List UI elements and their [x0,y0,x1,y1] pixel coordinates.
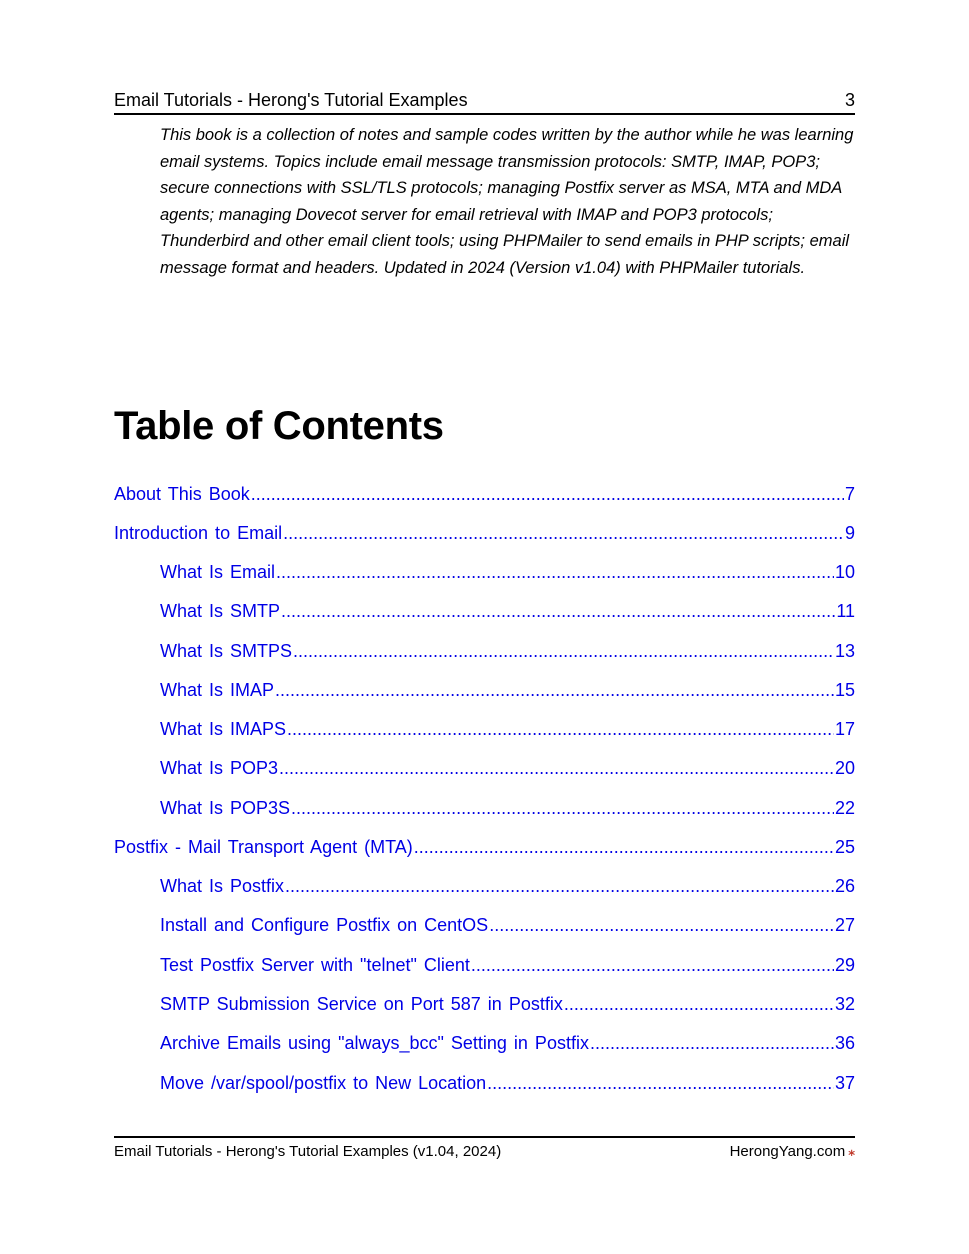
toc-entry-label: About This Book [114,484,250,504]
toc-entry-what-is-imaps[interactable] [160,719,855,740]
toc-entry-label: What Is IMAPS [160,719,287,739]
toc-leader [285,876,834,897]
toc-entry-label: What Is Email [160,562,276,582]
footer-site [730,1143,855,1160]
toc-entry-page: 27 [834,915,855,935]
toc-entry-page: 7 [844,484,855,504]
toc-entry-what-is-postfix[interactable] [160,876,855,897]
toc-leader [287,719,834,740]
toc-entry-page: 29 [834,955,855,975]
toc-entry-label: Move /var/spool/postfix to New Location [160,1073,487,1093]
toc-entry-page: 36 [834,1033,855,1053]
toc-entry-page: 11 [836,601,855,621]
page-footer [114,1136,855,1168]
toc-entry-what-is-email[interactable] [160,562,855,583]
toc-leader [487,1073,834,1094]
toc-entry-introduction-to-email[interactable] [114,523,855,544]
toc-entry-test-postfix-telnet[interactable] [160,955,855,976]
toc-leader [590,1033,834,1054]
toc-entry-page: 20 [834,758,855,778]
toc-entry-what-is-smtps[interactable] [160,641,855,662]
toc-entry-page: 9 [844,523,855,543]
toc-entry-page: 10 [834,562,855,582]
header-title: Email Tutorials - Herong's Tutorial Examples [114,90,468,110]
footer-title: Email Tutorials - Herong's Tutorial Examples (v1.04, 2024) [114,1143,502,1160]
toc-leader [283,523,844,544]
page-header [114,89,855,115]
toc-entry-label: Introduction to Email [114,523,283,543]
toc-entry-page: 37 [834,1073,855,1093]
toc-entry-move-var-spool-postfix[interactable] [160,1073,855,1094]
toc-leader [291,798,834,819]
toc-entry-page: 13 [834,641,855,661]
toc-leader [275,680,834,701]
toc-entry-label: What Is SMTPS [160,641,293,661]
toc-leader [251,484,844,505]
toc-leader [564,994,834,1015]
toc-entry-what-is-pop3s[interactable] [160,798,855,819]
toc-leader [489,915,834,936]
toc-leader [279,758,834,779]
toc-entry-label: Install and Configure Postfix on CentOS [160,915,489,935]
toc-entry-page: 26 [834,876,855,896]
toc-entry-label: Postfix - Mail Transport Agent (MTA) [114,837,413,857]
herong-logo-icon: ⁎ [848,1144,855,1159]
toc-entry-label: What Is SMTP [160,601,281,621]
toc-leader [276,562,834,583]
toc-entry-page: 25 [834,837,855,857]
toc-entry-label: Archive Emails using "always_bcc" Setting in Postfix [160,1033,589,1053]
toc-entry-label: SMTP Submission Service on Port 587 in Postfix [160,994,563,1014]
toc-entry-postfix-mta[interactable] [114,837,855,858]
toc-leader [293,641,834,662]
toc-entry-what-is-pop3[interactable] [160,758,855,779]
toc-entry-what-is-imap[interactable] [160,680,855,701]
book-description: This book is a collection of notes and sample codes written by the author while he was learning email systems. Topics include email message transmission protocols: SMTP, IMAP, POP3; secure connections with SSL/TLS protocols; managing Postfix server as MSA, MTA and MDA agents; managing Dovecot server for email retrieval with IMAP and POP3 protocols; Thunderbird and other email client tools; using PHPMailer to send emails in PHP scripts; email message format and headers. Updated in 2024 (Version v1.04) with PHPMailer tutorials. [160,126,854,277]
page-number: 3 [844,90,855,110]
toc-entry-install-postfix-centos[interactable] [160,915,855,936]
toc-entry-page: 15 [834,680,855,700]
toc-entry-about-this-book[interactable] [114,484,855,505]
toc-entry-label: Test Postfix Server with "telnet" Client [160,955,470,975]
toc-leader [281,601,835,622]
toc-leader [414,837,834,858]
toc-entry-smtp-submission-587[interactable] [160,994,855,1015]
toc-entry-label: What Is IMAP [160,680,275,700]
toc-entry-page: 17 [834,719,855,739]
toc-entry-page: 32 [834,994,855,1014]
toc-entry-what-is-smtp[interactable] [160,601,855,622]
toc-entry-label: What Is POP3 [160,758,279,778]
toc-entry-page: 22 [834,798,855,818]
toc-heading: Table of Contents [114,404,444,448]
toc-entry-archive-always-bcc[interactable] [160,1033,855,1054]
footer-site-name: HerongYang.com [729,1143,846,1160]
toc-entry-label: What Is POP3S [160,798,291,818]
toc-entry-label: What Is Postfix [160,876,285,896]
toc-leader [471,955,834,976]
